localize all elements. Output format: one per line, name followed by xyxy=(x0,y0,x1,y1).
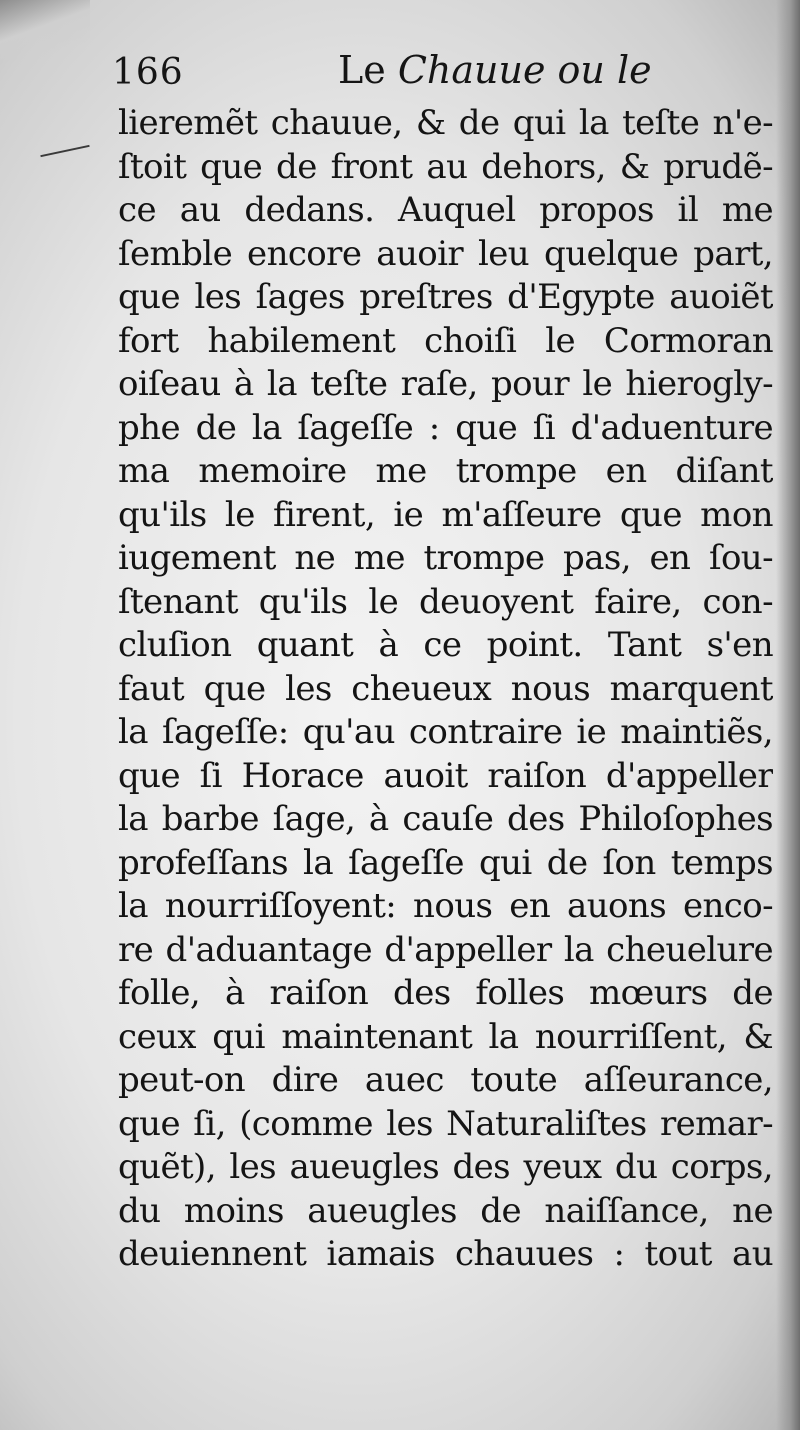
text-line: re d'aduantage d'appeller la cheuelure xyxy=(118,929,773,970)
text-line: cluſion quant à ce point. Tant s'en xyxy=(118,625,773,665)
text-line: la ſageſſe: qu'au contraire ie maintiẽs, xyxy=(118,712,773,752)
page-binding-edge xyxy=(776,0,800,1430)
text-line: iugement ne me trompe pas, en ſou- xyxy=(118,538,773,578)
text-line: phe de la ſageſſe : que ſi d'aduenture xyxy=(118,407,773,448)
page-header xyxy=(112,48,672,108)
text-line: lieremẽt chauue, & de qui la teſte n'e- xyxy=(118,103,773,143)
text-line: faut que les cheueux nous marquent xyxy=(118,668,773,709)
text-line: que ſi Horace auoit raiſon d'appeller xyxy=(118,755,773,796)
text-line: la nourriſſoyent: nous en auons enco- xyxy=(118,886,773,926)
margin-pen-mark xyxy=(40,145,89,157)
page-corner-shadow xyxy=(0,0,90,60)
running-title-roman: Le xyxy=(338,48,386,92)
text-line: qu'ils le firent, ie m'aſſeure que mon xyxy=(118,494,773,535)
text-line: que ſi, (comme les Naturaliſtes remar- xyxy=(118,1103,773,1144)
page-number: 166 xyxy=(112,52,184,93)
text-line: ſtenant qu'ils le deuoyent faire, con- xyxy=(118,581,773,622)
text-line: la barbe ſage, à cauſe des Philoſophes xyxy=(118,799,773,839)
text-line: ceux qui maintenant la nourriſſent, & xyxy=(118,1016,773,1057)
text-line: ce au dedans. Auquel propos il me xyxy=(118,190,773,230)
text-line: ſtoit que de front au dehors, & prudẽ- xyxy=(118,146,773,187)
text-line: que les ſages preſtres d'Egypte auoiẽt xyxy=(118,277,773,317)
text-line: fort habilement choiſi le Cormoran xyxy=(118,320,773,361)
running-title-italic: Chauue ou le xyxy=(397,48,652,92)
text-line: quẽt), les aueugles des yeux du corps, xyxy=(118,1147,773,1187)
text-line: profeſſans la ſageſſe qui de ſon temps xyxy=(118,842,773,883)
text-line: du moins aueugles de naiſſance, ne xyxy=(118,1190,773,1231)
text-line: deuiennent iamais chauues : tout au xyxy=(118,1234,773,1274)
text-line: peut-on dire auec toute aſſeurance, xyxy=(118,1060,773,1100)
text-line: oiſeau à la teſte raſe, pour le hierogly- xyxy=(118,364,773,404)
running-title xyxy=(338,48,652,92)
text-line: ma memoire me trompe en diſant xyxy=(118,451,773,491)
body-text xyxy=(118,102,773,1277)
text-line: ſemble encore auoir leu quelque part, xyxy=(118,233,773,274)
text-line: folle, à raiſon des folles mœurs de xyxy=(118,973,773,1013)
